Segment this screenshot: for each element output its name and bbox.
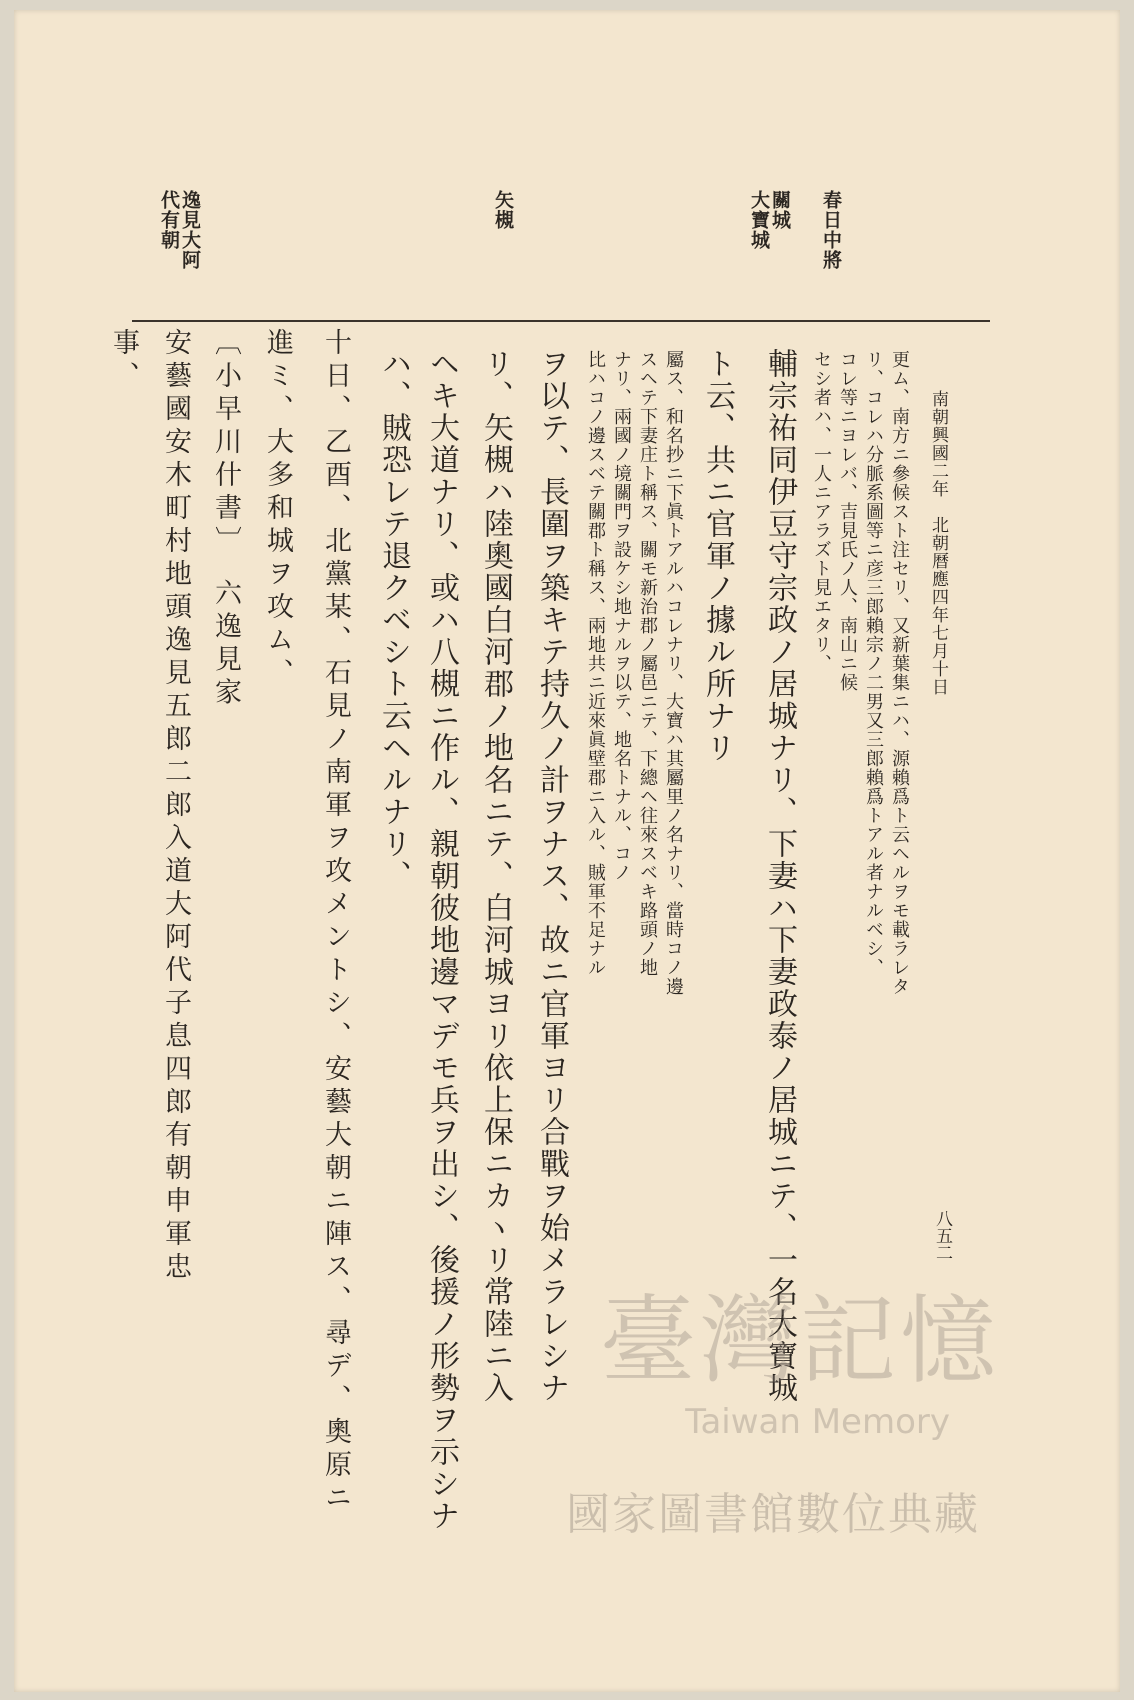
text-column: 比ハコノ邊スベテ關郡ト稱ス、兩地共ニ近來眞壁郡ニ入ル、賊軍不足ナル xyxy=(585,350,606,977)
text-column: セシ者ハ、一人ニアラズト見エタリ、 xyxy=(811,350,832,673)
margin-note-yagui xyxy=(492,190,513,230)
text-column: 進ミ、大多和城ヲ攻ム、 xyxy=(262,328,293,691)
margin-note-kasuga xyxy=(820,190,841,270)
margin-note-line: 關城 xyxy=(769,190,791,230)
margin-note-line: 春日中將 xyxy=(820,190,842,270)
text-column: スヘテ下妻庄ト稱ス、關モ新治郡ノ屬邑ニテ、下總ヘ往來スベキ路頭ノ地 xyxy=(637,350,658,977)
text-column: 安藝國安木町村地頭逸見五郎二郎入道大阿代子息四郎有朝申軍忠 xyxy=(160,328,191,1285)
margin-note-line: 大寶城 xyxy=(748,190,770,250)
text-column: 十日、乙酉、北黨某、石見ノ南軍ヲ攻メントシ、安藝大朝ニ陣ス、尋デ、奧原ニ xyxy=(320,328,351,1516)
margin-note-line: 矢槻 xyxy=(492,190,514,230)
running-head: 南朝興國二年 北朝曆應四年七月十日 xyxy=(928,390,948,696)
text-column: リ、コレハ分脈系圖等ニ彦三郎賴宗ノ二男又三郎賴爲トアル者ナルベシ、 xyxy=(863,350,884,977)
margin-note-henmi xyxy=(158,190,200,270)
text-column: 事、 xyxy=(108,328,139,394)
text-column: ナリ、兩國ノ境關門ヲ設ケシ地ナルヲ以テ、地名トナル、コノ xyxy=(611,350,632,882)
text-column: コレ等ニヨレバ、吉見氏ノ人、南山ニ候 xyxy=(837,350,858,692)
text-column: 〔小早川什書〕 六逸見家 xyxy=(210,328,241,711)
page-number: 八五二 xyxy=(932,1210,952,1261)
text-column: ヲ以テ、長圍ヲ築キテ持久ノ計ヲナス、故ニ官軍ヨリ合戰ヲ始メラレシナ xyxy=(534,348,569,1404)
margin-note-seki xyxy=(748,190,790,250)
margin-note-line: 逸見大阿 xyxy=(179,190,201,270)
document-page xyxy=(14,10,1120,1692)
text-column: 更ム、南方ニ參候スト注セリ、又新葉集ニハ、源賴爲ト云ヘルヲモ載ラレタ xyxy=(889,350,910,996)
header-rule xyxy=(132,320,990,322)
text-column: ヘキ大道ナリ、或ハ八槻ニ作ル、親朝彼地邊マデモ兵ヲ出シ、後援ノ形勢ヲ示シナ xyxy=(424,348,459,1532)
watermark-subtitle: 國家圖書館數位典藏 xyxy=(566,1489,980,1540)
text-column: 屬ス、和名抄ニ下眞トアルハコレナリ、大寶ハ其屬里ノ名ナリ、當時コノ邊 xyxy=(663,350,684,996)
watermark-title: 臺灣記憶 xyxy=(600,1285,1000,1397)
watermark-english: Taiwan Memory xyxy=(685,1402,950,1442)
text-column: リ、矢槻ハ陸奧國白河郡ノ地名ニテ、白河城ヨリ依上保ニカヽリ常陸ニ入 xyxy=(478,348,513,1404)
text-column: ト云、共ニ官軍ノ據ル所ナリ xyxy=(700,348,735,764)
text-column: 輔宗祐同伊豆守宗政ノ居城ナリ、下妻ハ下妻政泰ノ居城ニテ、一名大寶城 xyxy=(762,348,797,1404)
text-column: ハ、賊恐レテ退クベシト云ヘルナリ、 xyxy=(376,348,411,892)
margin-note-line: 代有朝 xyxy=(158,190,180,250)
